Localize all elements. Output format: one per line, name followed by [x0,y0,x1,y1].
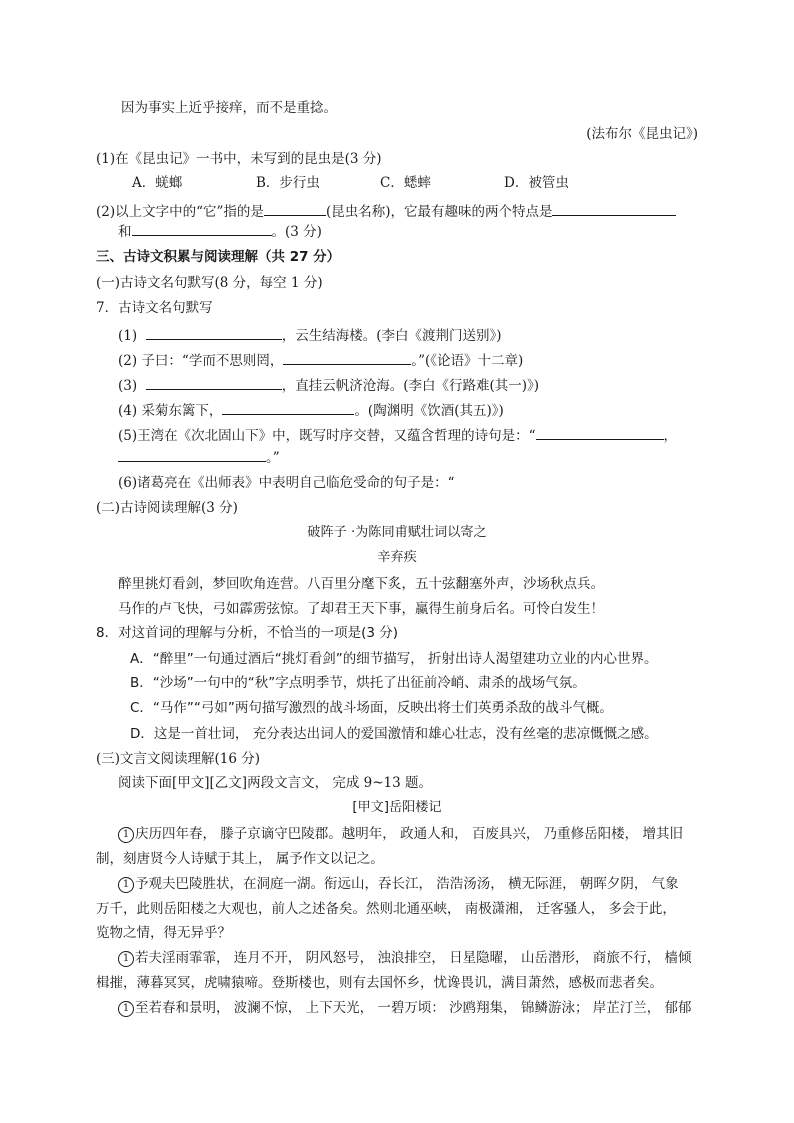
poem-line: 马作的卢飞快，弓如霹雳弦惊。了却君王天下事，赢得生前身后名。可怜白发生！ [118,601,604,617]
q7-num: (1) [118,328,138,344]
paragraph-line [118,825,683,843]
paragraph-text: 至若春和景明， 波澜不惊， 上下天光， 一碧万顷： 沙鸥翔集， 锦鳞游泳； 岸芷汀兰， 郁郁 [135,1000,692,1016]
answer-blank[interactable] [536,425,664,440]
q7-text: 。” [266,450,280,466]
q7-text: (5)王湾在《次北固山下》中，既写时序交替，又蕴含哲理的诗句是：“ [118,428,536,444]
q7-text: 。”(《论语》十二章) [411,353,524,369]
paragraph-line: 万千，此则岳阳楼之大观也，前人之述备矣。然则北通巫峡， 南极潇湘， 迁客骚人， 多会于此， [96,901,676,917]
q7-text: 。(陶渊明《饮酒(其五)》) [354,403,504,419]
paragraph-line: 览物之情，得无异乎？ [96,925,231,941]
passage-line: 因为事实上近乎接痒，而不是重捻。 [121,100,337,116]
circled-number-icon: 1 [118,1001,134,1017]
q6-option-d: D．被管虫 [504,175,569,191]
answer-blank[interactable] [222,400,354,415]
answer-blank[interactable] [146,325,282,340]
q7-line-2 [118,350,523,370]
q7-line-3 [118,375,539,395]
poem-title: 破阵子 ·为陈同甫赋壮词以寄之 [307,525,487,540]
q6-sub2-cont [118,221,322,241]
circled-number-icon: 1 [118,827,134,843]
q7-line-5b [118,447,280,467]
answer-blank[interactable] [264,201,326,216]
q7-num: (3) [118,378,138,394]
q7-line-5 [118,425,677,445]
paragraph-line: 楫摧，薄暮冥冥，虎啸猿啼。登斯楼也，则有去国怀乡，忧谗畏讥，满目萧然，感极而悲者矣。 [96,975,663,991]
q7-line-4 [118,400,504,420]
paragraph-text: 予观夫巴陵胜状，在洞庭一湖。衔远山，吞长江， 浩浩汤汤， 横无际涯， 朝晖夕阴， 气象 [135,876,679,892]
q7-text: (4) 采菊东篱下， [118,403,223,419]
q6-sub2-text: 。(3 分) [271,224,322,240]
answer-blank[interactable] [283,350,411,365]
q8-option-c: C．“马作”“弓如”两句描写激烈的战斗场面，反映出将士们英勇杀敌的战斗气概。 [130,700,613,716]
q6-sub2-stem [96,201,676,221]
q8-option-a: A．“醉里”一句通过酒后“挑灯看剑”的细节描写， 折射出诗人渴望建功立业的内心世界。 [130,651,658,667]
paragraph-text: 若夫淫雨霏霏， 连月不开， 阴风怒号， 浊浪排空， 日星隐曜， 山岳潜形， 商旅不行， 樯倾 [135,950,692,966]
circled-number-icon: 1 [118,877,134,893]
q7-title: 7．古诗文名句默写 [96,300,213,316]
q8-option-d: D．这是一首壮词， 充分表达出词人的爱国激情和雄心壮志，没有丝毫的悲凉慨慨之感。 [130,726,658,742]
circled-number-icon: 1 [118,951,134,967]
answer-blank[interactable] [552,201,676,216]
passage-source: (法布尔《昆虫记》) [586,126,698,142]
q6-option-b: B．步行虫 [256,175,320,191]
q7-text: ， [663,428,678,444]
poem-line: 醉里挑灯看剑，梦回吹角连营。八百里分麾下炙，五十弦翻塞外声，沙场秋点兵。 [118,576,604,592]
subsection-title: (一)古诗文名句默写(8 分，每空 1 分) [96,275,323,291]
answer-blank[interactable] [132,221,272,236]
q6-sub2-text: 和 [118,224,132,240]
q7-line-6: (6)诸葛亮在《出师表》中表明自己临危受命的句子是：“ [118,475,455,491]
q7-text: ，云生结海楼。(李白《渡荆门送别》) [281,328,502,344]
q6-options [132,174,569,192]
text-title: [甲文]岳阳楼记 [352,800,442,815]
paragraph-line [118,949,692,967]
q6-option-a: A．蜣螂 [132,175,183,191]
q7-text: (2) 子曰：“学而不思则罔， [118,353,284,369]
paragraph-line [118,999,692,1017]
answer-blank[interactable] [146,375,282,390]
paragraph-line: 制，刻唐贤今人诗赋于其上， 属予作文以记之。 [96,851,384,867]
q6-option-c: C．蟋蟀 [380,175,431,191]
paragraph-line [118,875,679,893]
q7-line-1 [118,325,502,345]
q8-stem: 8．对这首词的理解与分析，不恰当的一项是(3 分) [96,625,399,641]
poem-author: 辛弃疾 [377,550,417,565]
q6-sub1-stem: (1)在《昆虫记》一书中，未写到的昆虫是(3 分) [96,151,382,167]
q7-text: ，直挂云帆济沧海。(李白《行路难(其一)》) [281,378,540,394]
section-title: 三、古诗文积累与阅读理解（共 27 分） [96,249,341,265]
q6-sub2-text: (昆虫名称)，它最有趣味的两个特点是 [325,204,553,220]
paragraph-text: 庆历四年春， 滕子京谪守巴陵郡。越明年， 政通人和， 百废具兴， 乃重修岳阳楼， 增其旧 [135,826,683,842]
subsection-title: (三)文言文阅读理解(16 分) [96,751,261,767]
q8-option-b: B．“沙场”一句中的“秋”字点明季节，烘托了出征前冷峭、肃杀的战场气氛。 [130,675,586,691]
q6-sub2-text: (2)以上文字中的“它”指的是 [96,204,264,220]
subsection-title: (二)古诗阅读理解(3 分) [96,500,238,516]
instruction: 阅读下面[甲文][乙文]两段文言文， 完成 9~13 题。 [118,775,433,791]
answer-blank[interactable] [118,447,266,462]
